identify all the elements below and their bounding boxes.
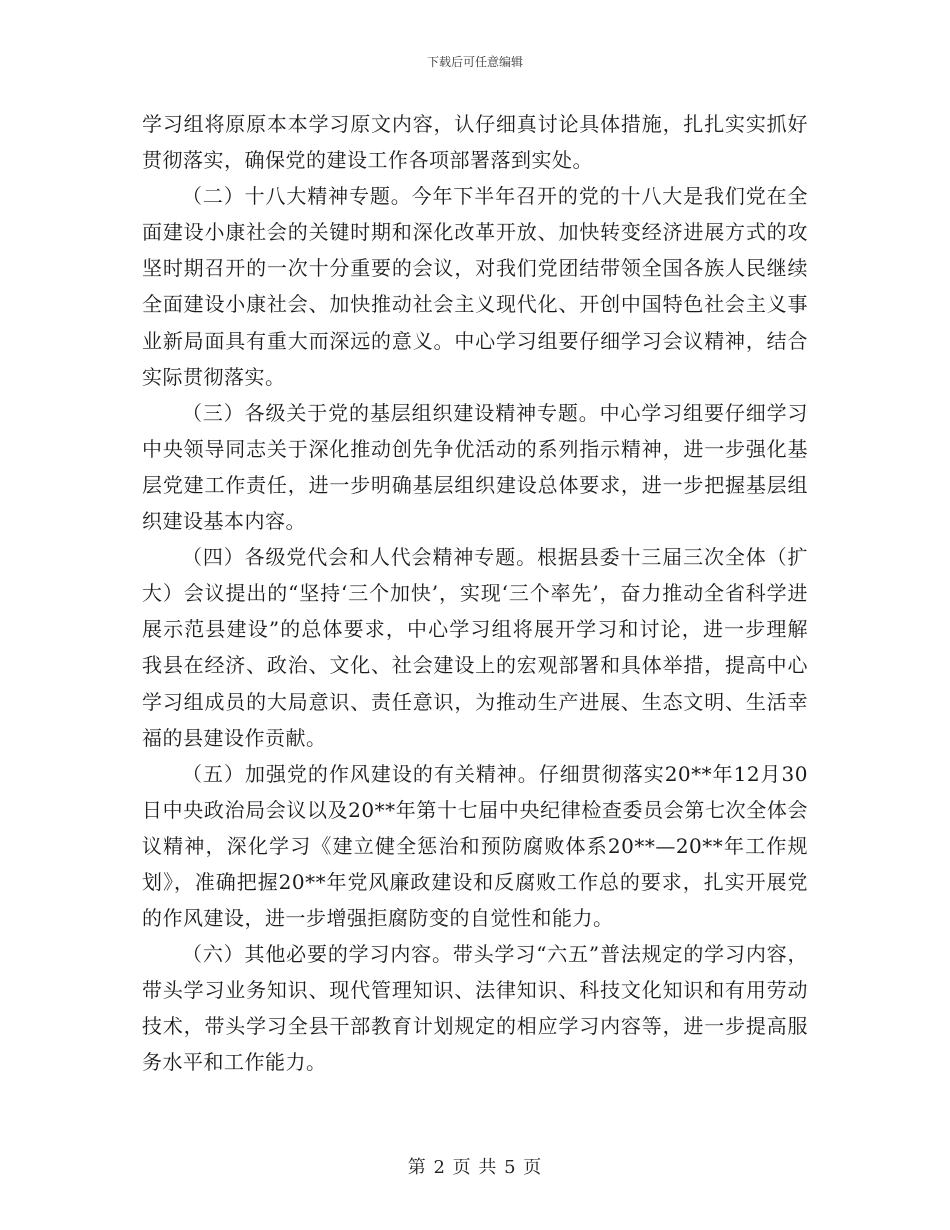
paragraph-section-4: （四）各级党代会和人代会精神专题。根据县委十三届三次全体（扩大）会议提出的“坚持‘三个加快’，实现‘三个率先’，奋力推动全省科学进展示范县建设”的总体要求，中心学习组将展开学习和讨论，进一步理解我县在经济、政治、文化、社会建设上的宏观部署和具体举措，提高中心学习组成员的大局意识、责任意识，为推动生产进展、生态文明、生活幸福的县建设作贡献。 [142,545,808,750]
paragraph-section-3: （三）各级关于党的基层组织建设精神专题。中心学习组要仔细学习中央领导同志关于深化推动创先争优活动的系列指示精神，进一步强化基层党建工作责任，进一步明确基层组织建设总体要求，进一步把握基层组织建设基本内容。 [142,400,808,534]
paragraph-section-5: （五）加强党的作风建设的有关精神。仔细贯彻落实20**年12月30日中央政治局会议以及20**年第十七届中央纪律检查委员会第七次全体会议精神，深化学习《建立健全惩治和预防腐败体系20**—20**年工作规划》，准确把握20**年党风廉政建设和反腐败工作总的要求，扎实开展党的作风建设，进一步增强拒腐防变的自觉性和能力。 [142,761,808,931]
page-header: 下载后可任意编辑 [426,55,523,69]
page-number: 第 2 页 共 5 页 [407,1157,543,1178]
paragraph-continuation: 学习组将原原本本学习原文内容，认仔细真讨论具体措施，扎扎实实抓好贯彻落实，确保党的建设工作各项部署落到实处。 [142,112,808,173]
paragraph-section-6: （六）其他必要的学习内容。带头学习“六五”普法规定的学习内容，带头学习业务知识、现代管理知识、法律知识、科技文化知识和有用劳动技术，带头学习全县干部教育计划规定的相应学习内容等，进一步提高服务水平和工作能力。 [142,942,808,1075]
paragraph-section-2: （二）十八大精神专题。今年下半年召开的党的十八大是我们党在全面建设小康社会的关键时期和深化改革开放、加快转变经济进展方式的攻坚时期召开的一次十分重要的会议，对我们党团结带领全国各族人民继续全面建设小康社会、加快推动社会主义现代化、开创中国特色社会主义事业新局面具有重大而深远的意义。中心学习组要仔细学习会议精神，结合实际贯彻落实。 [142,184,808,389]
document-body [142,106,808,1081]
